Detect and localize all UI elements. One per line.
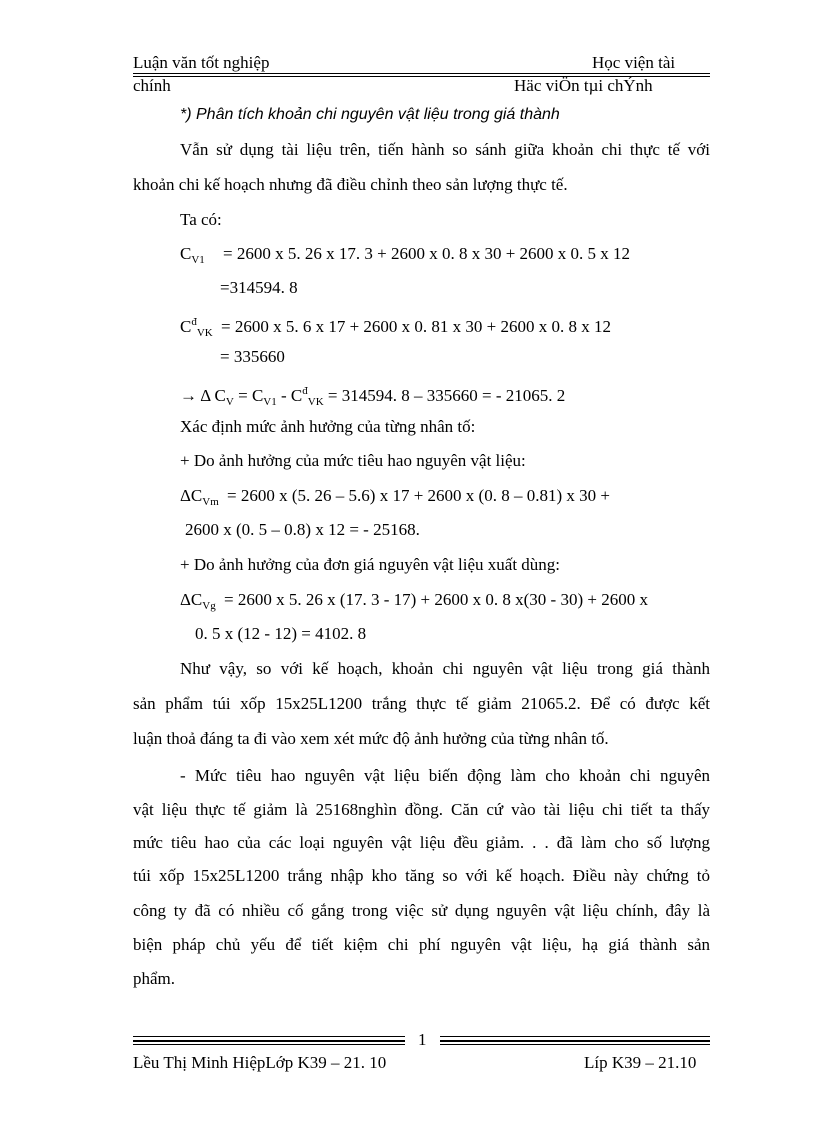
dcvg-expression: = 2600 x 5. 26 x (17. 3 - 17) + 2600 x 0. 8 x(30 - 30) + 2600 x — [223, 590, 648, 609]
delta-mid1: = C — [233, 386, 264, 405]
para3-line4: túi xốp 15x25L1200 trắng nhập kho tăng so với kế hoạch. Điều này chứng tỏ — [133, 866, 710, 885]
para1-line1: Vẫn sử dụng tài liệu trên, tiến hành so sánh giữa khoản chi thực tế với — [180, 140, 710, 159]
footer-right: Líp K39 – 21.10 — [584, 1053, 697, 1072]
formula-cv1 — [180, 245, 630, 269]
section-title: *) Phân tích khoản chi nguyên vật liệu trong giá thành — [180, 106, 560, 123]
cv1-expression: = 2600 x 5. 26 x 17. 3 + 2600 x 0. 8 x 30 + 2600 x 0. 5 x 12 — [223, 244, 631, 263]
delta-sub1: V — [225, 396, 234, 408]
footer-rule-right-a — [440, 1036, 710, 1037]
dcvg-line2: 0. 5 x (12 - 12) = 4102. 8 — [195, 624, 367, 643]
delta-sub2: V1 — [263, 396, 277, 408]
delta-mid2: - C — [276, 386, 303, 405]
footer-rule-right-c — [440, 1044, 710, 1045]
cv1-subscript: V1 — [191, 254, 205, 266]
header-right: Học viện tài — [592, 53, 676, 72]
dcvg-symbol: ΔC — [180, 590, 203, 609]
header-left: Luận văn tốt nghiệp — [133, 53, 270, 72]
ta-co: Ta có: — [180, 210, 222, 229]
dcvg-subscript: Vg — [202, 600, 216, 612]
cvk-result: = 335660 — [220, 347, 285, 366]
footer-rule-right-b — [440, 1040, 710, 1042]
footer-rule-left-c — [133, 1044, 405, 1045]
footer-rule-left-b — [133, 1040, 405, 1042]
delta-sup3: đ — [302, 385, 308, 397]
formula-dcvm — [180, 487, 610, 511]
para2-line2: sản phẩm túi xốp 15x25L1200 trắng thực tế giảm 21065.2. Để có được kết — [133, 694, 710, 713]
para1-line2: khoản chi kế hoạch nhưng đã điều chỉnh theo sản lượng thực tế. — [133, 175, 568, 194]
para3-line7: phẩm. — [133, 969, 176, 988]
page-number: 1 — [418, 1030, 427, 1049]
header-rule-top — [133, 73, 710, 74]
cv1-result: =314594. 8 — [220, 278, 298, 297]
para3-line3: mức tiêu hao của các loại nguyên vật liệu đều giảm. . . đã làm cho số lượng — [133, 833, 710, 852]
cvk-superscript: đ — [191, 316, 197, 328]
factor1-heading: + Do ảnh hưởng của mức tiêu hao nguyên vật liệu: — [180, 451, 526, 470]
delta-cv-formula — [180, 383, 565, 411]
footer-rule-left-a — [133, 1036, 405, 1037]
factor2-heading: + Do ảnh hưởng của đơn giá nguyên vật liệu xuất dùng: — [180, 555, 561, 574]
cv1-symbol: C — [180, 244, 192, 263]
para2-line1: Như vậy, so với kế hoạch, khoản chi nguyên vật liệu trong giá thành — [180, 659, 710, 678]
para3-line5: công ty đã có nhiều cố gắng trong việc sử dụng nguyên vật liệu chính, đây là — [133, 901, 710, 920]
delta-tail: = 314594. 8 – 335660 = - 21065. 2 — [323, 386, 566, 405]
cvk-expression: = 2600 x 5. 6 x 17 + 2600 x 0. 81 x 30 + 2600 x 0. 8 x 12 — [220, 317, 611, 336]
dcvm-symbol: ΔC — [180, 486, 203, 505]
delta-arrow-part: → Δ C — [180, 386, 226, 405]
para3-line1: - Mức tiêu hao nguyên vật liệu biến động làm cho khoản chi nguyên — [180, 766, 710, 785]
delta-sub3: VK — [307, 396, 324, 408]
dcvm-expression: = 2600 x (5. 26 – 5.6) x 17 + 2600 x (0. 8 – 0.81) x 30 + — [227, 486, 610, 505]
para3-line6: biện pháp chủ yếu để tiết kiệm chi phí nguyên vật liệu, hạ giá thành sản — [133, 935, 710, 954]
header-left-continued: chính — [133, 76, 171, 95]
formula-cvk — [180, 314, 611, 342]
para2-line3: luận thoả đáng ta đi vào xem xét mức độ ảnh hưởng của từng nhân tố. — [133, 729, 609, 748]
cvk-symbol: C — [180, 317, 192, 336]
header-right-garbled: Häc viÖn tµi chÝnh — [514, 76, 653, 95]
formula-dcvg — [180, 591, 648, 615]
dcvm-line2: 2600 x (0. 5 – 0.8) x 12 = - 25168. — [185, 520, 420, 539]
para3-line2: vật liệu thực tế giảm là 25168nghìn đồng. Căn cứ vào tài liệu chi tiết ta thấy — [133, 800, 710, 819]
cvk-subscript: VK — [196, 327, 213, 339]
footer-left: Lều Thị Minh HiệpLớp K39 – 21. 10 — [133, 1053, 387, 1072]
factor-heading: Xác định mức ảnh hưởng của từng nhân tố: — [180, 417, 476, 436]
dcvm-subscript: Vm — [202, 496, 219, 508]
